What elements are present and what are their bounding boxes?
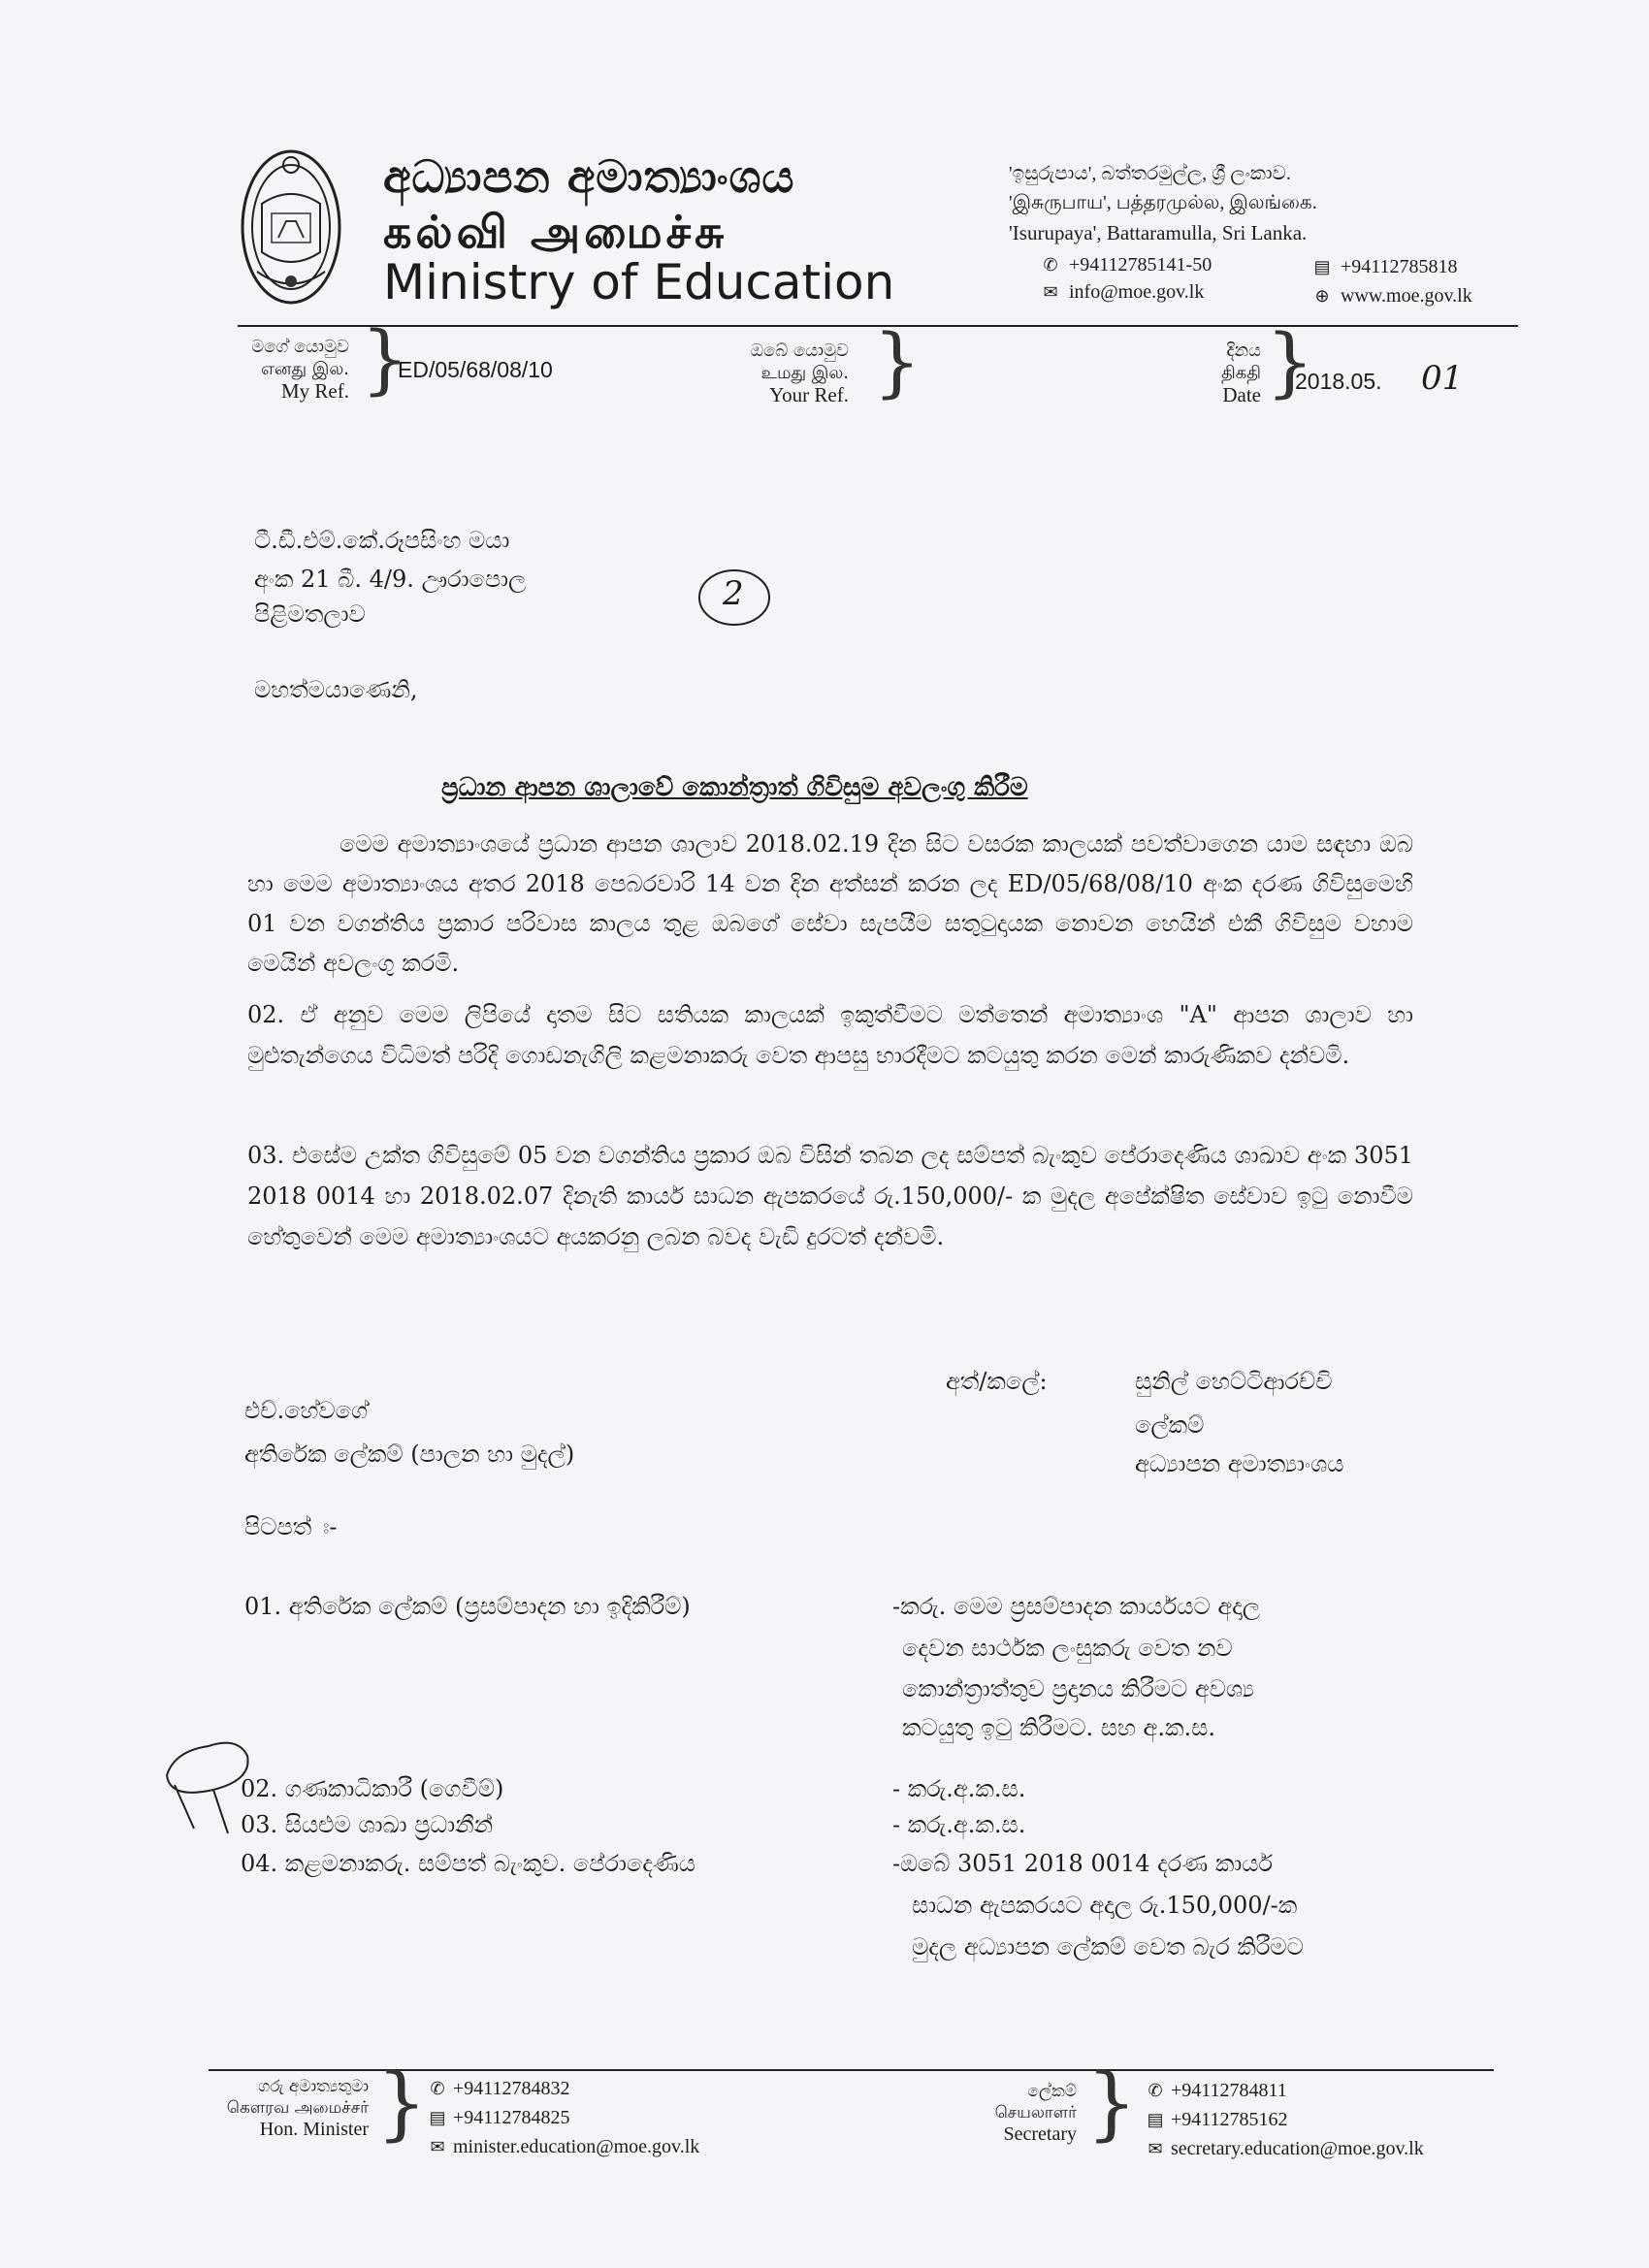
date-label-si: දිනය (1226, 340, 1261, 361)
secretary-phone-value: +94112784811 (1171, 2080, 1287, 2101)
letter-subject: ප්‍රධාන ආපන ශාලාවේ කොන්ත්‍රාත් ගිවිසුම අවලංගු කිරීම (441, 773, 1028, 802)
secretary-contacts (1145, 2076, 1424, 2163)
header-phone-value: +94112785141-50 (1069, 254, 1212, 275)
email-icon: ✉ (1148, 2139, 1163, 2158)
secretary-fax (1145, 2105, 1424, 2134)
salutation: මහත්මයාණෙනි, (254, 676, 418, 703)
secretary-phone (1145, 2076, 1424, 2105)
acting-label: අත්/කලේ: (946, 1368, 1048, 1395)
my-ref-brace: } (361, 316, 409, 404)
handwritten-mark-number: 2 (723, 574, 744, 613)
copy-item-1-note-2: දෙවන සාර්ථක ලංසුකරු වෙත නව (902, 1635, 1233, 1662)
phone-icon: ✆ (1043, 255, 1058, 275)
my-ref-label (194, 336, 349, 403)
secretary-label-en: Secretary (1003, 2123, 1077, 2145)
signer-name: එච්.හේවගේ (244, 1397, 369, 1424)
header-phone (1040, 254, 1212, 276)
your-ref-label (718, 340, 849, 406)
government-emblem-icon (238, 146, 344, 308)
fax-icon: ▤ (429, 2108, 446, 2127)
my-ref-label-en: My Ref. (281, 379, 349, 403)
minister-label-en: Hon. Minister (259, 2119, 369, 2140)
copy-item-4-label: 04. කළමනාකරු. සම්පත් බැංකුව. පේරාදෙණිය (241, 1850, 696, 1877)
copy-item-4-note-2: සාධන ඇපකරයට අදාල රු.150,000/-ක (912, 1892, 1298, 1919)
phone-icon: ✆ (430, 2079, 445, 2098)
signatory-org: අධ්‍යාපන අමාත්‍යාංශය (1135, 1450, 1344, 1477)
copies-heading: පිටපත් ඃ- (244, 1513, 338, 1540)
secretary-label-si: ලේකම් (1027, 2082, 1077, 2101)
ministry-name-english: Ministry of Education (383, 254, 895, 310)
date-brace: } (1266, 319, 1314, 406)
paragraph-3: 03. එසේම උක්ත ගිවිසුමේ 05 වන වගන්තිය ප්‍රකාර ඔබ විසින් තබන ලද සම්පත් බැංකුව පේරාදෙණිය ශාඛාව අංක 3051 2018 0014 හා 2018.02.07 දිනැති කාර්ය සාධන ඇපකරයේ රු.150,000/- ක මුදල අපේක්ෂිත සේවාව ඉටු නොවීම හේතුවෙන් මෙම අමාත්‍යාංශයට අයකරනු ලබන බවද වැඩි දුරටත් දන්වමි. (247, 1142, 1413, 1250)
minister-label (175, 2076, 369, 2140)
date-label (1145, 340, 1261, 406)
minister-label-si: ගරු අමාත්‍යතුමා (258, 2077, 369, 2096)
my-ref-label-si: මගේ යොමුව (251, 337, 349, 357)
fax-icon: ▤ (1147, 2110, 1164, 2129)
copy-item-2-label: 02. ගණකාධිකාරී (ගෙවීම්) (241, 1775, 504, 1802)
your-ref-label-ta: உமது இல. (760, 363, 849, 383)
secretary-brace: } (1086, 2057, 1138, 2150)
paragraph-1: මෙම අමාත්‍යාංශයේ ප්‍රධාන ආපන ශාලාව 2018.02.19 දින සිට වසරක කාලයක් පවත්වාගෙන යාම සඳහා ඔබ හා මෙම අමාත්‍යාංශය අතර 2018 පෙබරවාරි 14 වන දින අත්සන් කරන ලද ED/05/68/08/10 අංක දරණ ගිවිසුමෙහි 01 වන වගන්තිය ප්‍රකාර පරිවාස කාලය තුළ ඔබගේ සේවා සැපයීම සතුටුදායක නොවන හෙයින් එකී ගිවිසුම වහාම මෙයින් අවලංගු කරමි. (247, 830, 1413, 977)
date-handwritten: 01 (1421, 359, 1464, 398)
date-label-ta: திகதி (1220, 363, 1261, 383)
secretary-email-value: secretary.education@moe.gov.lk (1171, 2138, 1424, 2159)
globe-icon: ⊕ (1314, 286, 1330, 306)
fax-icon: ▤ (1313, 257, 1331, 276)
copy-item-3-label: 03. සියළුම ශාඛා ප්‍රධානීන් (241, 1811, 494, 1838)
copy-item-4-note-1: -ඔබේ 3051 2018 0014 දරණ කාර්ය (892, 1850, 1274, 1877)
header-fax (1311, 256, 1458, 278)
phone-icon: ✆ (1148, 2081, 1163, 2100)
minister-fax (427, 2103, 699, 2132)
header-email (1040, 281, 1204, 304)
minister-phone-value: +94112784832 (453, 2078, 570, 2099)
recipient-line-3: පිළිමතලාව (254, 600, 366, 628)
ministry-name-sinhala: අධ්‍යාපන අමාත්‍යාංශය (383, 150, 795, 203)
recipient-line-1: ටී.ඩී.එම්.කේ.රූපසිංහ මයා (254, 527, 510, 554)
minister-email-value: minister.education@moe.gov.lk (453, 2136, 700, 2157)
minister-email (427, 2132, 699, 2161)
your-ref-label-en: Your Ref. (769, 383, 849, 406)
header-fax-value: +94112785818 (1341, 256, 1458, 277)
email-icon: ✉ (430, 2137, 445, 2156)
address-sinhala: 'ඉසුරුපාය', බත්තරමුල්ල, ශ්‍රී ලංකාව. (1009, 163, 1291, 184)
signatory-title: ලේකම් (1135, 1411, 1205, 1439)
secretary-fax-value: +94112785162 (1171, 2109, 1288, 2130)
header-website-value: www.moe.gov.lk (1341, 285, 1472, 307)
minister-phone (427, 2074, 699, 2103)
copy-item-4-note-3: මුදල අධ්‍යාපන ලේකම් වෙත බැර කිරීමට (912, 1933, 1304, 1960)
header-website (1311, 285, 1472, 308)
minister-label-ta: கௌரவ அமைச்சர் (226, 2098, 369, 2118)
date-value: 2018.05. (1295, 369, 1382, 394)
secretary-label-ta: செயலாளர் (994, 2103, 1077, 2122)
copy-item-1-note-3: කොන්ත්‍රාත්තුව ප්‍රදානය කිරීමට අවශ්‍ය (902, 1675, 1254, 1702)
secretary-email (1145, 2134, 1424, 2163)
address-english: 'Isurupaya', Battaramulla, Sri Lanka. (1009, 221, 1308, 244)
signatory-name: සුනිල් හෙට්ටිආරච්චි (1135, 1368, 1333, 1395)
copy-item-1-note-1: -කරු. මෙම ප්‍රසම්පාදන කාර්යයට අදාල (892, 1593, 1261, 1620)
ministry-name-tamil: கல்வி அமைச்சு (383, 206, 728, 258)
my-ref-value: ED/05/68/08/10 (398, 357, 553, 382)
date-label-en: Date (1222, 383, 1261, 406)
secretary-label (931, 2081, 1077, 2145)
minister-brace: } (376, 2057, 428, 2150)
your-ref-brace: } (873, 319, 922, 406)
my-ref-label-ta: எனது இல. (260, 359, 349, 379)
your-ref-label-si: ඔබේ යොමුව (750, 340, 849, 361)
header-email-value: info@moe.gov.lk (1069, 281, 1205, 303)
copy-item-2-note: - කරු.අ.ක.ස. (892, 1775, 1026, 1802)
email-icon: ✉ (1043, 282, 1058, 302)
copy-item-1-label: 01. අතිරේක ලේකම් (ප්‍රසම්පාදන හා ඉදිකිරීම්) (244, 1593, 691, 1620)
address-tamil: 'இசுருபாய', பத்தரமுல்ல, இலங்கை. (1009, 192, 1317, 213)
copy-item-1-note-4: කටයුතු ඉටු කිරීමට. සහ අ.ක.ස. (902, 1714, 1215, 1741)
signer-title: අතිරේක ලේකම් (පාලන හා මුදල්) (244, 1441, 575, 1468)
minister-contacts (427, 2074, 699, 2161)
minister-fax-value: +94112784825 (453, 2107, 570, 2128)
recipient-line-2: අංක 21 බී. 4/9. ඌරාපොල (254, 566, 527, 593)
copy-item-3-note: - කරු.අ.ක.ස. (892, 1811, 1026, 1838)
paragraph-2: 02. ඒ අනුව මෙම ලිපියේ දාතම සිට සතියක කාලයක් ඉකුත්වීමට මත්තෙන් අමාත්‍යාංශ "A" ආපන ශාලාව හා මුළුතැන්ගෙය විධිමත් පරිදි ගොඩනැගිලි කළමනාකරු වෙත ආපසු භාරදීමට කටයුතු කරන මෙන් කාරුණිකව දන්වමි. (247, 1001, 1413, 1069)
